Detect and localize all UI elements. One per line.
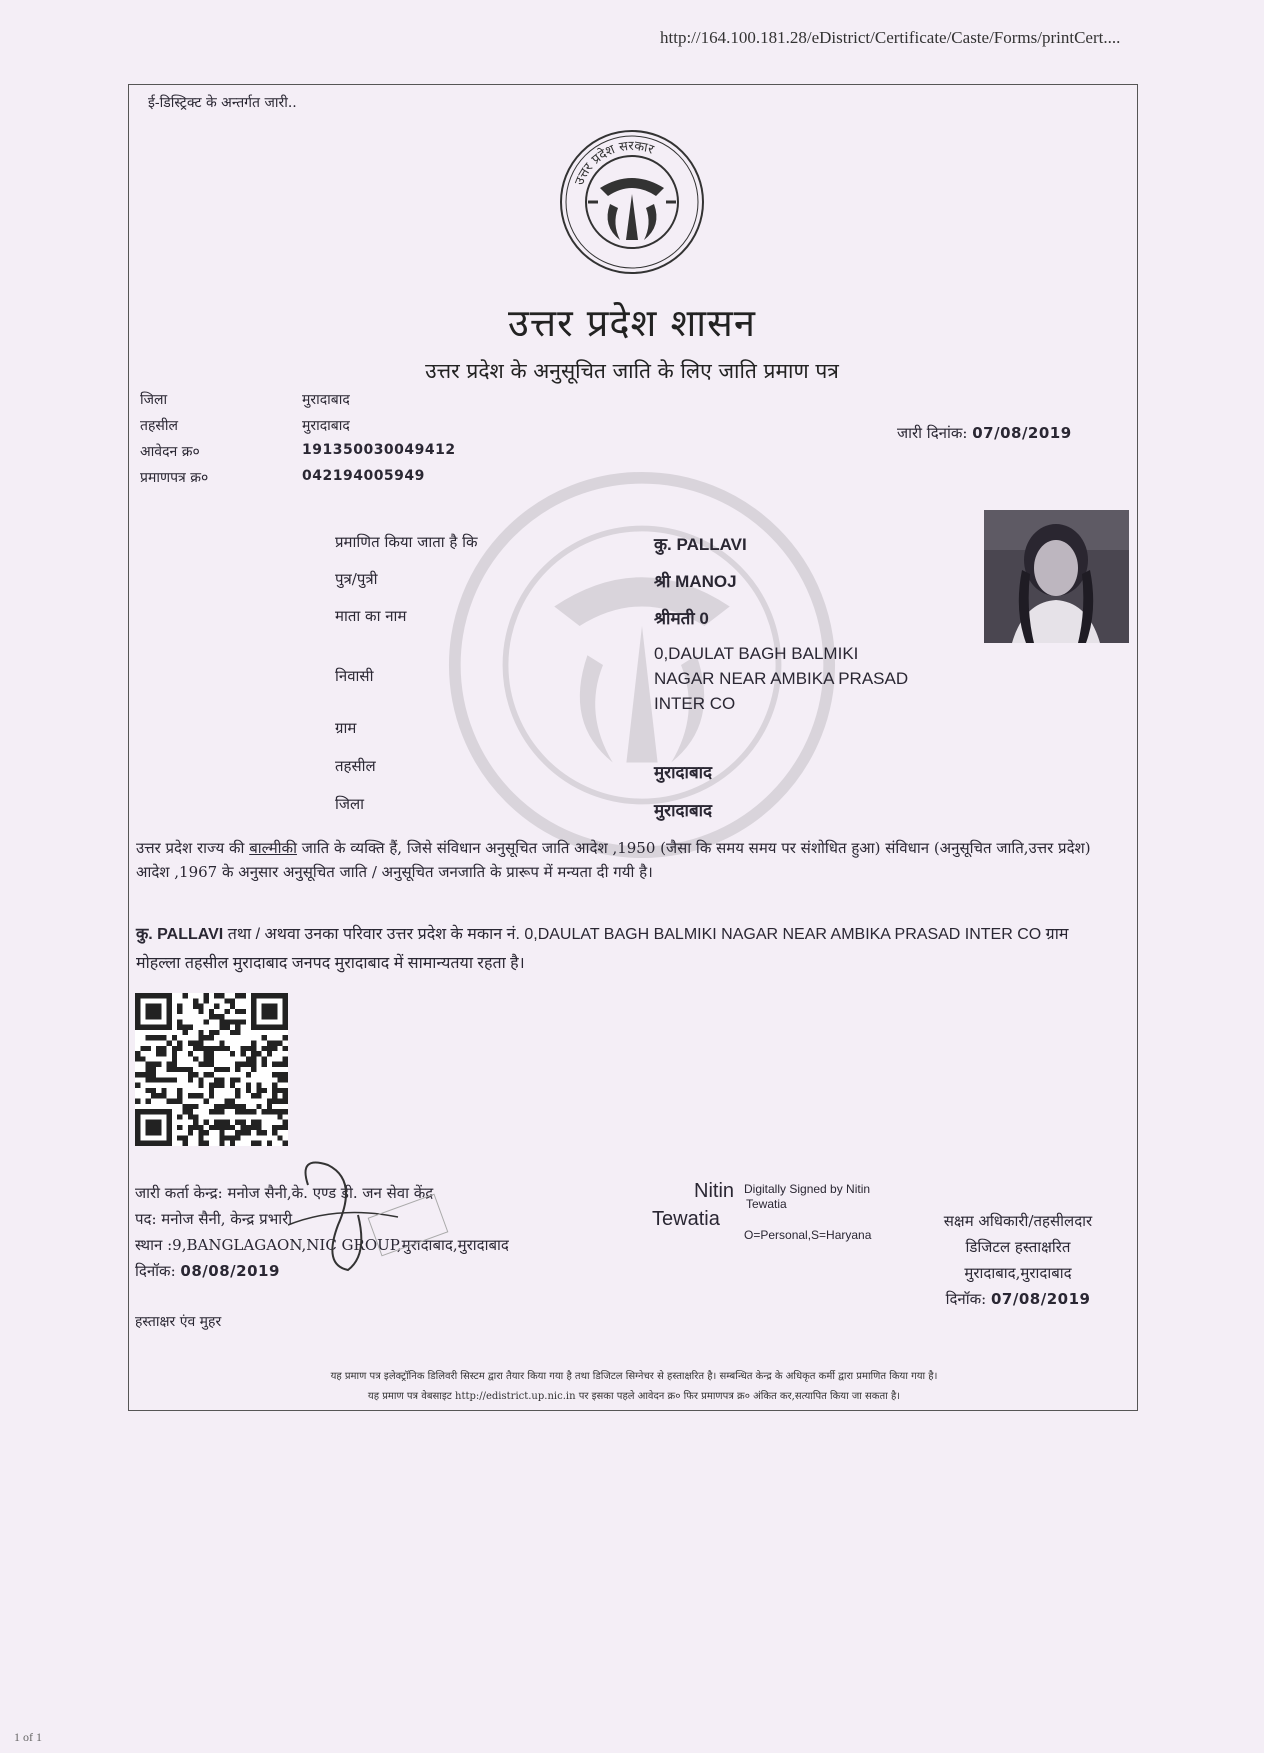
signature-stamp-icon bbox=[278, 1145, 458, 1285]
field-tehsil-label: तहसील bbox=[335, 757, 376, 775]
digitally-signed-name: Tewatia bbox=[746, 1197, 787, 1211]
certificate-title: उत्तर प्रदेश के अनुसूचित जाति के लिए जाति प्रमाण पत्र bbox=[425, 359, 839, 383]
page-number: 1 of 1 bbox=[14, 1730, 42, 1744]
residence-statement-name: कु. PALLAVI bbox=[136, 926, 224, 943]
village-label: ग्राम bbox=[335, 719, 357, 737]
field-district-value: मुरादाबाद bbox=[654, 801, 713, 821]
residence-statement bbox=[136, 920, 1096, 978]
residence-statement-text: तथा / अथवा उनका परिवार उत्तर प्रदेश के मकान नं. 0,DAULAT BAGH BALMIKI NAGAR NEAR AMBIKA PRASAD INTER CO ग्राम मोहल्ला तहसील मुरादाबाद जनपद मुरादाबाद में सामान्यतया रहता है। bbox=[136, 926, 1069, 972]
officer-block bbox=[905, 1208, 1131, 1312]
application-number-label: आवेदन क्र० bbox=[140, 444, 200, 460]
government-title: उत्तर प्रदेश शासन bbox=[508, 301, 756, 345]
application-number: 191350030049412 bbox=[302, 442, 456, 458]
parent-label: पुत्र/पुत्री bbox=[335, 570, 378, 588]
father-name: श्री MANOJ bbox=[654, 572, 737, 591]
district-value: मुरादाबाद bbox=[302, 392, 350, 408]
officer-date bbox=[905, 1286, 1131, 1312]
issue-date bbox=[897, 423, 1072, 443]
tehsil-label: तहसील bbox=[140, 418, 178, 434]
address-line-1: 0,DAULAT BAGH BALMIKI bbox=[654, 644, 859, 663]
footer-line-1: यह प्रमाण पत्र इलेक्ट्रॉनिक डिलिवरी सिस्टम द्वारा तैयार किया गया है तथा डिजिटल सिग्नेचर से हस्ताक्षरित है। सम्बन्धित केन्द्र के अधिकृत कर्मी द्वारा प्रमाणित किया गया है। bbox=[330, 1371, 938, 1382]
emblem-text: उत्तर प्रदेश सरकार bbox=[572, 138, 656, 188]
issuer-post: पद: मनोज सैनी, केन्द्र प्रभारी bbox=[135, 1210, 293, 1228]
up-government-emblem-icon bbox=[558, 128, 706, 276]
signature-seal-label: हस्ताक्षर एंव मुहर bbox=[135, 1314, 222, 1330]
print-url: http://164.100.181.28/eDistrict/Certificate/Caste/Forms/printCert.... bbox=[660, 28, 1121, 47]
tehsil-value: मुरादाबाद bbox=[302, 418, 350, 434]
certified-label: प्रमाणित किया जाता है कि bbox=[335, 533, 478, 551]
certificate-number-label: प्रमाणपत्र क्र० bbox=[140, 470, 209, 486]
address-line-3: INTER CO bbox=[654, 694, 736, 713]
issue-date-value: 07/08/2019 bbox=[972, 424, 1072, 442]
field-tehsil-value: मुरादाबाद bbox=[654, 763, 713, 783]
district-label: जिला bbox=[140, 392, 168, 408]
signer-name-line2: Tewatia bbox=[652, 1208, 720, 1230]
mother-name: श्रीमती 0 bbox=[654, 609, 709, 628]
officer-date-label: दिनॉक: bbox=[945, 1290, 987, 1308]
officer-digital: डिजिटल हस्ताक्षरित bbox=[965, 1238, 1071, 1256]
resident-address bbox=[654, 641, 908, 716]
address-line-2: NAGAR NEAR AMBIKA PRASAD bbox=[654, 669, 909, 688]
footer-line-2: यह प्रमाण पत्र वेबसाइट http://edistrict.up.nic.in पर इसका पहले आवेदन क्र० फिर प्रमाणपत्र क्र० अंकित कर,सत्यापित किया जा सकता है। bbox=[367, 1391, 901, 1402]
caste-name: बाल्मीकी bbox=[249, 839, 297, 857]
applicant-photo bbox=[984, 510, 1129, 643]
issued-under-text: ई-डिस्ट्रिक्ट के अन्तर्गत जारी.. bbox=[148, 95, 297, 111]
qr-code-icon bbox=[135, 993, 288, 1146]
officer-title: सक्षम अधिकारी/तहसीलदार bbox=[943, 1212, 1093, 1230]
field-district-label: जिला bbox=[335, 795, 365, 813]
caste-statement-prefix: उत्तर प्रदेश राज्य की bbox=[136, 839, 250, 857]
digitally-signed-by: Digitally Signed by Nitin bbox=[744, 1182, 871, 1196]
officer-date-value: 07/08/2019 bbox=[990, 1290, 1091, 1308]
caste-statement bbox=[136, 836, 1116, 884]
applicant-name: कु. PALLAVI bbox=[654, 535, 747, 554]
caste-statement-suffix: जाति के व्यक्ति हैं, जिसे संविधान अनुसूचित जाति आदेश ,1950 (जैसा कि समय समय पर संशोधित हुआ) संविधान (अनुसूचित जाति,उत्तर प्रदेश) आदेश ,1967 के अनुसार अनुसूचित जाति / अनुसूचित जनजाति के प्रारूप में मन्यता दी गयी है। bbox=[136, 839, 1091, 881]
issuing-center: जारी कर्ता केन्द्र: मनोज सैनी,के. एण्ड डी. जन सेवा केंद्र bbox=[135, 1184, 434, 1202]
signature-details: O=Personal,S=Haryana bbox=[744, 1228, 872, 1242]
issuer-place: स्थान :9,BANGLAGAON,NIC GROUP,मुरादाबाद,मुरादाबाद bbox=[135, 1236, 509, 1254]
issuer-date-label: दिनॉक: bbox=[135, 1262, 176, 1280]
officer-place: मुरादाबाद,मुरादाबाद bbox=[964, 1264, 1072, 1282]
resident-label: निवासी bbox=[335, 667, 374, 685]
certificate-number: 042194005949 bbox=[302, 468, 425, 484]
signer-name-line1: Nitin bbox=[694, 1180, 735, 1202]
issuer-date-value: 08/08/2019 bbox=[180, 1262, 280, 1280]
mother-label: माता का नाम bbox=[335, 607, 407, 625]
issue-date-label: जारी दिनांक: bbox=[897, 424, 968, 442]
